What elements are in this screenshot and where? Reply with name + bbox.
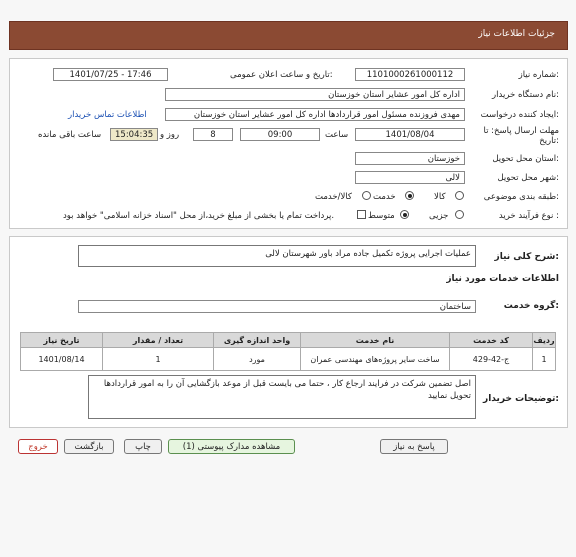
days-label: روز و (160, 130, 180, 140)
process-radio-medium[interactable] (400, 210, 409, 219)
description-label: شرح کلی نیاز: (494, 252, 559, 262)
process-option-medium: متوسط (368, 211, 395, 221)
page-header (9, 21, 568, 50)
view-attachments-button[interactable]: مشاهده مدارک پیوستی (1) (168, 439, 295, 454)
column-header-name: نام خدمت (301, 333, 450, 348)
process-radio-minor[interactable] (455, 210, 464, 219)
days-field: 8 (193, 128, 233, 141)
category-label: طبقه بندی موضوعی: (483, 192, 559, 202)
announce-field: 1401/07/25 - 17:46 (53, 68, 168, 81)
column-header-index: ردیف (533, 333, 556, 348)
buyer-notes-field: اصل تضمین شرکت در فرایند ارجاع کار ، حتما می بایست قبل از موعد بازگشایی آن را به امور قراردادها تحویل نمایید (88, 375, 476, 419)
need-info-panel (9, 58, 568, 229)
category-option-service: خدمت (373, 192, 396, 202)
category-radio-goods-service[interactable] (362, 191, 371, 200)
category-radio-service[interactable] (405, 191, 414, 200)
page-title: جزئیات اطلاعات نیاز (478, 29, 555, 39)
cell-unit: مورد (214, 348, 301, 371)
deadline-label: مهلت ارسال پاسخ: تا (483, 126, 559, 136)
need-number-label: شماره نیاز: (518, 70, 559, 80)
need-number-field: 1101000261000112 (355, 68, 465, 81)
category-option-goods-service: کالا/خدمت (315, 192, 352, 202)
print-button[interactable]: چاپ (124, 439, 162, 454)
column-header-qty: تعداد / مقدار (103, 333, 214, 348)
deadline-label-date: تاریخ: (539, 136, 559, 146)
deadline-time-field: 09:00 (240, 128, 320, 141)
exit-button[interactable]: خروج (18, 439, 58, 454)
creator-field: مهدی فروزنده مسئول امور قراردادها اداره کل امور عشایر استان خوزستان (165, 108, 465, 121)
city-label: شهر محل تحویل: (497, 173, 559, 183)
category-radio-goods[interactable] (455, 191, 464, 200)
cell-date: 1401/08/14 (21, 348, 103, 371)
province-label: استان محل تحویل: (492, 154, 559, 164)
table-row (21, 348, 556, 371)
cell-qty: 1 (103, 348, 214, 371)
category-option-goods: کالا (434, 192, 446, 202)
announce-label: تاریخ و ساعت اعلان عمومی: (230, 70, 333, 80)
buyer-notes-label: توضیحات خریدار: (483, 394, 559, 404)
treasury-payment-checkbox[interactable] (357, 210, 366, 219)
contact-buyer-link[interactable]: اطلاعات تماس خریدار (68, 110, 147, 120)
column-header-unit: واحد اندازه گیری (214, 333, 301, 348)
service-group-field: ساختمان (78, 300, 476, 313)
back-button[interactable]: بازگشت (64, 439, 114, 454)
buyer-label: نام دستگاه خریدار: (492, 90, 559, 100)
treasury-payment-note: پرداخت تمام یا بخشی از مبلغ خرید،از محل "اسناد خزانه اسلامی" خواهد بود. (63, 211, 335, 221)
deadline-date-field: 1401/08/04 (355, 128, 465, 141)
province-field: خوزستان (355, 152, 465, 165)
process-label: نوع فرآیند خرید : (498, 211, 559, 221)
services-table (20, 332, 556, 371)
cell-name: ساخت سایر پروژه‌های مهندسی عمران (301, 348, 450, 371)
column-header-date: تاریخ نیاز (21, 333, 103, 348)
services-section-title: اطلاعات خدمات مورد نیاز (446, 274, 559, 284)
reply-button[interactable]: پاسخ به نیاز (380, 439, 448, 454)
creator-label: ایجاد کننده درخواست: (480, 110, 559, 120)
cell-code: ج-42-429 (450, 348, 533, 371)
column-header-code: کد خدمت (450, 333, 533, 348)
city-field: لالی (355, 171, 465, 184)
service-group-label: گروه خدمت: (503, 301, 559, 311)
table-header-row (21, 333, 556, 348)
cell-index: 1 (533, 348, 556, 371)
remaining-label: ساعت باقی مانده (38, 130, 102, 140)
process-option-minor: جزیی (429, 211, 449, 221)
remaining-time-field: 15:04:35 (110, 128, 158, 141)
buyer-field: اداره کل امور عشایر استان خوزستان (165, 88, 465, 101)
deadline-time-label: ساعت (325, 130, 349, 140)
description-field: عملیات اجرایی پروژه تکمیل جاده مراد باور شهرستان لالی (78, 245, 476, 267)
